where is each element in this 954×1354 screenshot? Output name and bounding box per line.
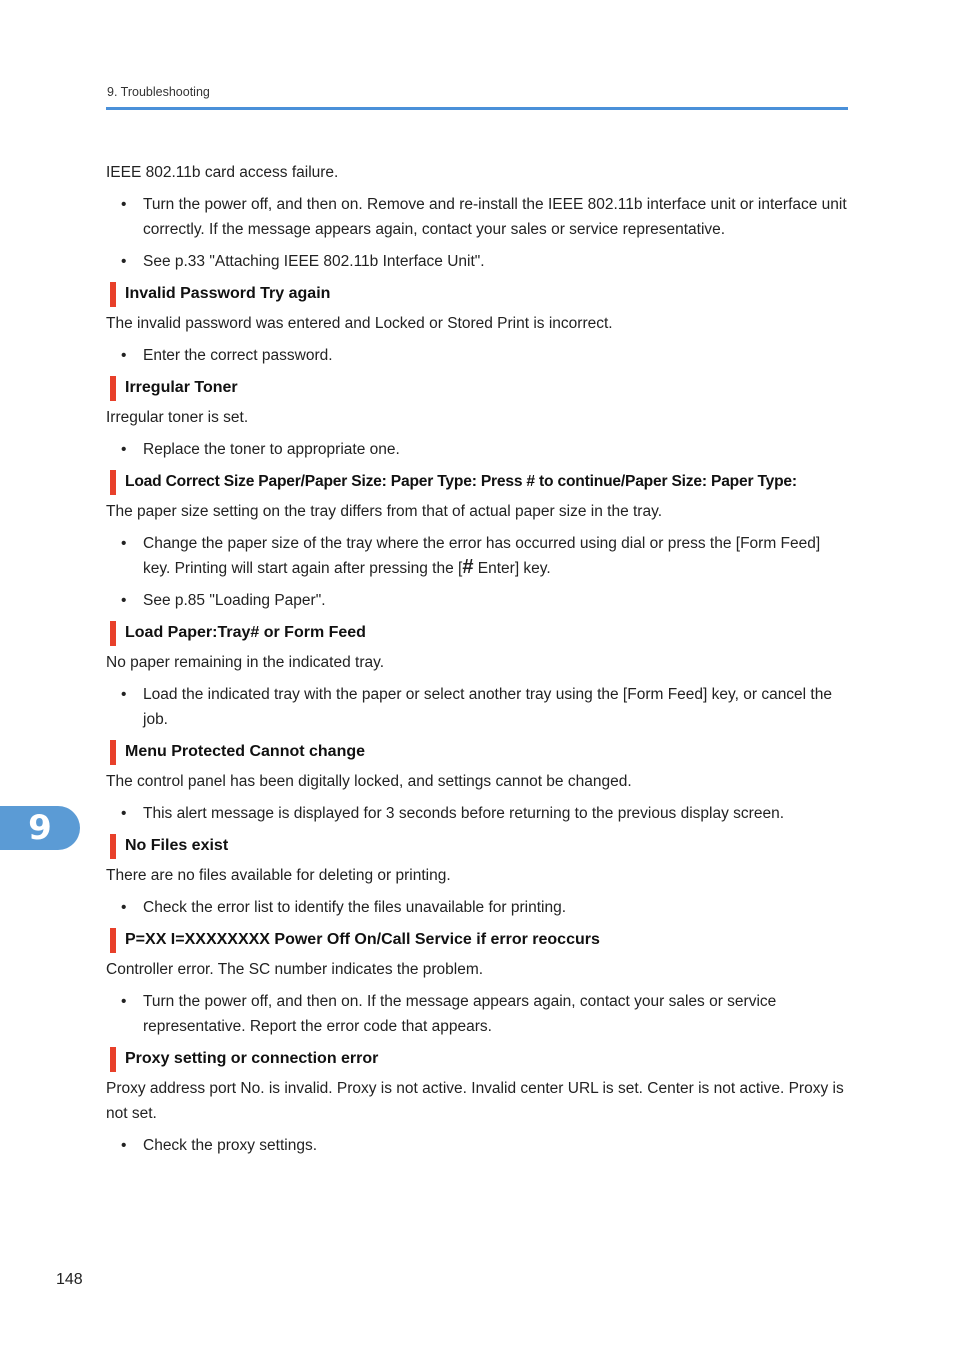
list-item: • Turn the power off, and then on. Remove and re-install the IEEE 802.11b interface unit or interface unit correctly. If the message appears again, contact your sales or service representative.	[106, 192, 851, 242]
section-proxy-error	[106, 1046, 851, 1158]
list-item: • Check the proxy settings.	[106, 1133, 851, 1158]
list-item: • Enter the correct password.	[106, 343, 851, 368]
section-description: The paper size setting on the tray differs from that of actual paper size in the tray.	[106, 503, 662, 520]
section-title: No Files exist	[125, 837, 229, 854]
section-description: Proxy address port No. is invalid. Proxy is not active. Invalid center URL is set. Center is not active. Proxy is not set.	[106, 1080, 844, 1122]
heading-marker	[110, 928, 116, 953]
list-item: • See p.33 "Attaching IEEE 802.11b Interface Unit".	[106, 249, 851, 274]
header-rule	[106, 107, 848, 110]
section-load-correct-size-paper	[106, 469, 851, 613]
page-number: 148	[56, 1271, 83, 1288]
section-menu-protected	[106, 739, 851, 826]
list-item: • Turn the power off, and then on. If the message appears again, contact your sales or service representative. Report the error code that appears.	[106, 989, 851, 1039]
section-description: There are no files available for deleting or printing.	[106, 867, 451, 884]
section-description: No paper remaining in the indicated tray.	[106, 654, 385, 671]
page-content	[106, 160, 851, 1165]
list-item: • This alert message is displayed for 3 seconds before returning to the previous display screen.	[106, 801, 851, 826]
bullet-list	[106, 989, 851, 1039]
section-title: Irregular Toner	[125, 379, 238, 396]
section-title: Load Correct Size Paper/Paper Size: Paper Type: Press # to continue/Paper Size: Paper Type:	[125, 473, 797, 490]
heading-marker	[110, 470, 116, 495]
bullet-list	[106, 801, 851, 826]
bullet-list	[106, 343, 851, 368]
section-title: Proxy setting or connection error	[125, 1050, 379, 1067]
section-title: Menu Protected Cannot change	[125, 743, 366, 760]
section-description: Controller error. The SC number indicates the problem.	[106, 961, 484, 978]
heading-marker	[110, 376, 116, 401]
bullet-list	[106, 1133, 851, 1158]
heading-marker	[110, 621, 116, 646]
section-title: Load Paper:Tray# or Form Feed	[125, 624, 366, 641]
intro-paragraph: IEEE 802.11b card access failure.	[106, 164, 339, 181]
section-description: Irregular toner is set.	[106, 409, 249, 426]
heading-marker	[110, 834, 116, 859]
list-item: • Load the indicated tray with the paper or select another tray using the [Form Feed] key, or cancel the job.	[106, 682, 851, 732]
list-item: • See p.85 "Loading Paper".	[106, 588, 851, 613]
section-controller-error	[106, 927, 851, 1039]
list-item: • Change the paper size of the tray where the error has occurred using dial or press the [Form Feed] key. Printing will start again after pressing the [# Enter] key.	[106, 531, 851, 581]
bullet-list	[106, 437, 851, 462]
bullet-list	[106, 682, 851, 732]
section-title: Invalid Password Try again	[125, 285, 331, 302]
running-header: 9. Troubleshooting	[107, 85, 210, 99]
section-title: P=XX I=XXXXXXXX Power Off On/Call Service if error reoccurs	[125, 931, 600, 948]
section-description: The invalid password was entered and Locked or Stored Print is incorrect.	[106, 315, 613, 332]
heading-marker	[110, 282, 116, 307]
list-item: • Replace the toner to appropriate one.	[106, 437, 851, 462]
intro-bullet-list	[106, 192, 851, 274]
section-load-paper-tray	[106, 620, 851, 732]
section-irregular-toner	[106, 375, 851, 462]
section-invalid-password	[106, 281, 851, 368]
bullet-list	[106, 895, 851, 920]
section-description: The control panel has been digitally locked, and settings cannot be changed.	[106, 773, 632, 790]
heading-marker	[110, 1047, 116, 1072]
section-no-files-exist	[106, 833, 851, 920]
bullet-list	[106, 531, 851, 613]
chapter-tab: 9	[0, 806, 80, 850]
heading-marker	[110, 740, 116, 765]
hash-key-icon: #	[462, 556, 474, 578]
list-item: • Check the error list to identify the files unavailable for printing.	[106, 895, 851, 920]
